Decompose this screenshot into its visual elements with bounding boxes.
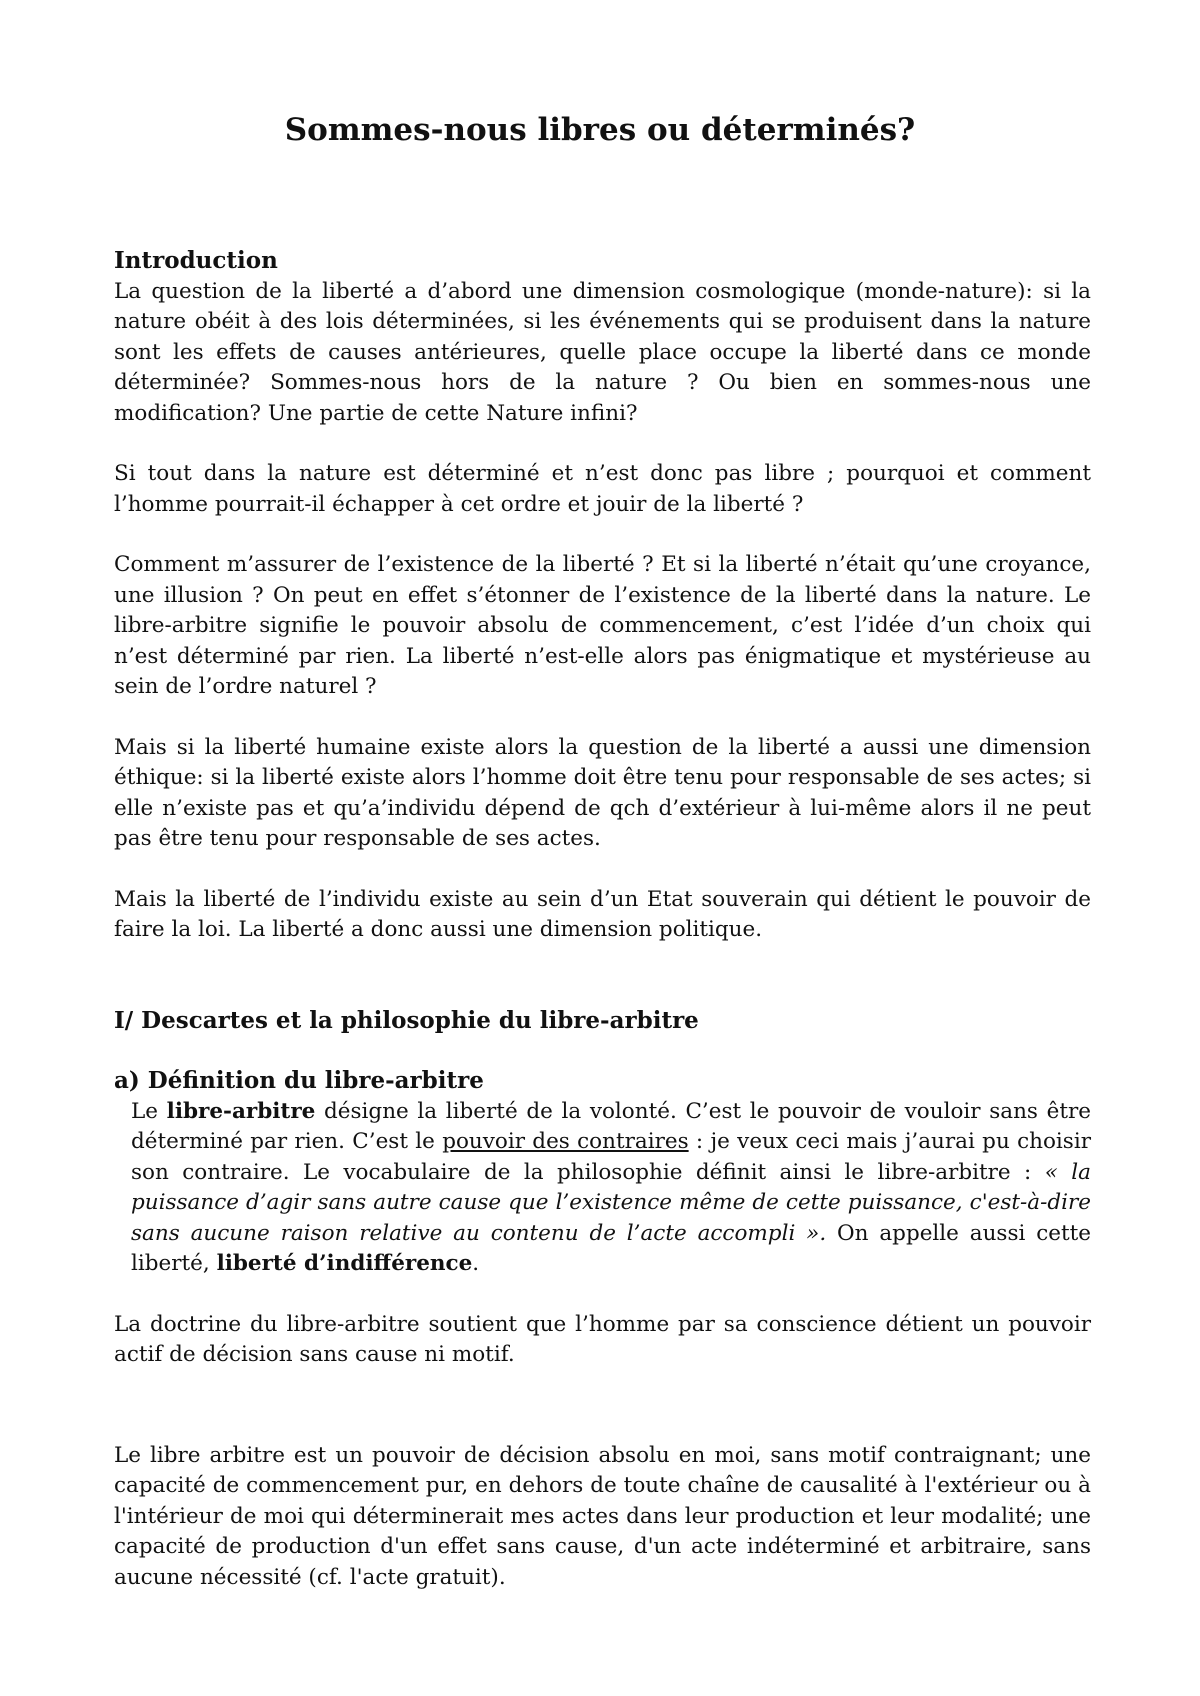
doctrine-paragraph: La doctrine du libre-arbitre soutient que l’homme par sa conscience détient un pouvoir actif de décision sans cause ni motif. xyxy=(114,1311,1091,1367)
definition-text-2: désigne la liberté de la volonté. C’est le pouvoir de vouloir sans être déterminé par rien. C’est le xyxy=(131,1098,1091,1154)
definition-text-4: On appelle aussi cette liberté, xyxy=(131,1220,1091,1276)
document-title: Sommes-nous libres ou déterminés? xyxy=(284,112,916,148)
section-heading-descartes: I/ Descartes et la philosophie du libre-arbitre xyxy=(114,1006,699,1034)
vocabulary-quote: « la puissance d’agir sans autre cause que l’existence même de cette puissance, c'est-à-dire sans aucune raison relative au contenu de l’acte accompli ». xyxy=(131,1159,1091,1246)
introduction-heading: Introduction xyxy=(114,247,278,274)
intro-paragraph-4: Mais si la liberté humaine existe alors la question de la liberté a aussi une dimension éthique: si la liberté existe alors l’homme doit être tenu pour responsable de ses actes; si elle n’existe pas et qu’a’individu dépend de qch d’extérieur à lui-même alors il ne peut pas être tenu pour responsable de ses actes. xyxy=(114,734,1091,851)
intro-paragraph-2: Si tout dans la nature est déterminé et n’est donc pas libre ; pourquoi et comment l’homme pourrait-il échapper à cet ordre et jouir de la liberté ? xyxy=(114,461,1091,517)
subsection-heading-definition: a) Définition du libre-arbitre xyxy=(114,1067,484,1094)
intro-paragraph-1: La question de la liberté a d’abord une dimension cosmologique (monde-nature): si la nature obéit à des lois déterminées, si les événements qui se produisent dans la nature sont les effets de causes antérieures, quelle place occupe la liberté dans ce monde déterminée? Sommes-nous hors de la nature ? Ou bien en sommes-nous une modification? Une partie de cette Nature infini? xyxy=(114,278,1091,426)
definition-text-1: Le xyxy=(131,1098,167,1124)
definition-paragraph xyxy=(114,1097,1091,1280)
term-liberte-indifference: liberté d’indifférence xyxy=(216,1251,473,1276)
intro-paragraph-5: Mais la liberté de l’individu existe au sein d’un Etat souverain qui détient le pouvoir de faire la loi. La liberté a donc aussi une dimension politique. xyxy=(114,886,1091,942)
document-body xyxy=(114,246,1091,1593)
term-pouvoir-des-contraires: pouvoir des contraires xyxy=(442,1129,689,1154)
definition-text-3: : je veux ceci mais j’aurai pu choisir son contraire. Le vocabulaire de la philosophie définit ainsi le libre-arbitre : xyxy=(131,1129,1091,1185)
definition-text-5: . xyxy=(472,1251,480,1276)
intro-paragraph-3: Comment m’assurer de l’existence de la liberté ? Et si la liberté n’était qu’une croyance, une illusion ? On peut en effet s’étonner de l’existence de la liberté dans la nature. Le libre-arbitre signifie le pouvoir absolu de commencement, c’est l’idée d’un choix qui n’est déterminé par rien. La liberté n’est-elle alors pas énigmatique et mystérieuse au sein de l’ordre naturel ? xyxy=(114,552,1091,699)
libre-arbitre-paragraph: Le libre arbitre est un pouvoir de décision absolu en moi, sans motif contraignant; une capacité de commencement pur, en dehors de toute chaîne de causalité à l'extérieur ou à l'intérieur de moi qui déterminerait mes actes dans leur production et leur modalité; une capacité de production d'un effet sans cause, d'un acte indéterminé et arbitraire, sans aucune nécessité (cf. l'acte gratuit). xyxy=(114,1442,1091,1590)
term-libre-arbitre: libre-arbitre xyxy=(166,1098,316,1124)
